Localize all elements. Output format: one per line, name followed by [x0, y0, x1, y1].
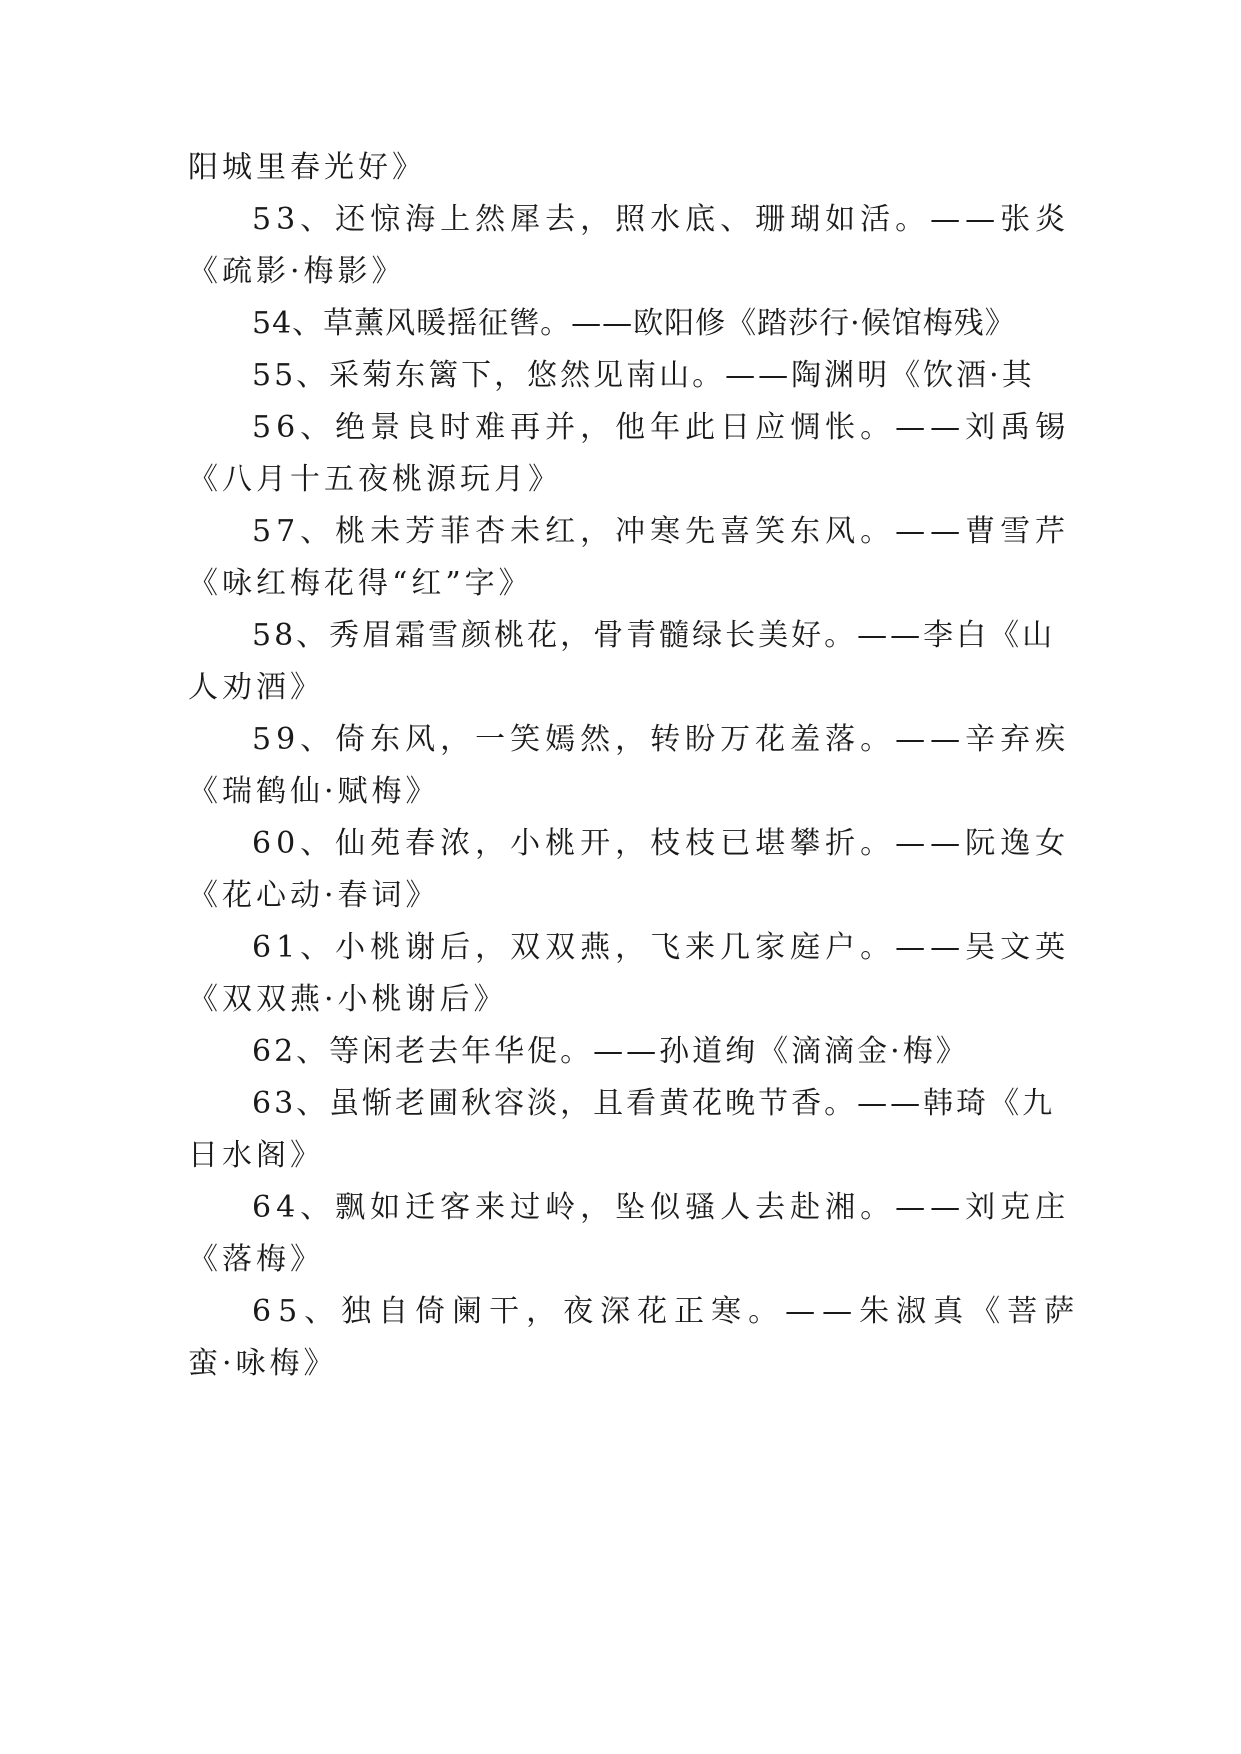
text-line: 55、采菊东篱下，悠然见南山。——陶渊明《饮酒·其	[252, 358, 1035, 393]
text-line: 62、等闲老去年华促。——孙道绚《滴滴金·梅》	[252, 1034, 969, 1069]
text-line: 《疏影·梅影》	[188, 254, 406, 289]
text-line: 《双双燕·小桃谢后》	[188, 982, 508, 1017]
text-line: 人劝酒》	[188, 670, 324, 705]
text-line: 59、倚东风，一笑嫣然，转盼万花羞落。——辛弃疾	[252, 722, 1071, 757]
text-line: 64、飘如迁客来过岭，坠似骚人去赴湘。——刘克庄	[252, 1190, 1071, 1225]
text-line: 日水阁》	[188, 1138, 324, 1173]
text-line: 54、草薰风暖摇征辔。——欧阳修《踏莎行·候馆梅残》	[252, 306, 1016, 341]
text-line: 60、仙苑春浓，小桃开，枝枝已堪攀折。——阮逸女	[252, 826, 1071, 861]
text-line: 《咏红梅花得“红”字》	[188, 566, 533, 601]
text-line: 63、虽惭老圃秋容淡，且看黄花晚节香。——韩琦《九	[252, 1086, 1056, 1121]
text-line: 《八月十五夜桃源玩月》	[188, 462, 562, 497]
text-line: 阳城里春光好》	[188, 150, 426, 185]
text-line: 58、秀眉霜雪颜桃花，骨青髓绿长美好。——李白《山	[252, 618, 1056, 653]
text-line: 53、还惊海上然犀去，照水底、珊瑚如活。——张炎	[252, 202, 1071, 237]
text-line: 蛮·咏梅》	[188, 1346, 338, 1381]
text-line: 65、独自倚阑干，夜深花正寒。——朱淑真《菩萨	[252, 1294, 1082, 1329]
text-line: 61、小桃谢后，双双燕，飞来几家庭户。——吴文英	[252, 930, 1071, 965]
text-line: 56、绝景良时难再并，他年此日应惆怅。——刘禹锡	[252, 410, 1071, 445]
text-line: 《落梅》	[188, 1242, 324, 1277]
text-line: 《花心动·春词》	[188, 878, 440, 913]
text-line: 57、桃未芳菲杏未红，冲寒先喜笑东风。——曹雪芹	[252, 514, 1071, 549]
text-line: 《瑞鹤仙·赋梅》	[188, 774, 440, 809]
